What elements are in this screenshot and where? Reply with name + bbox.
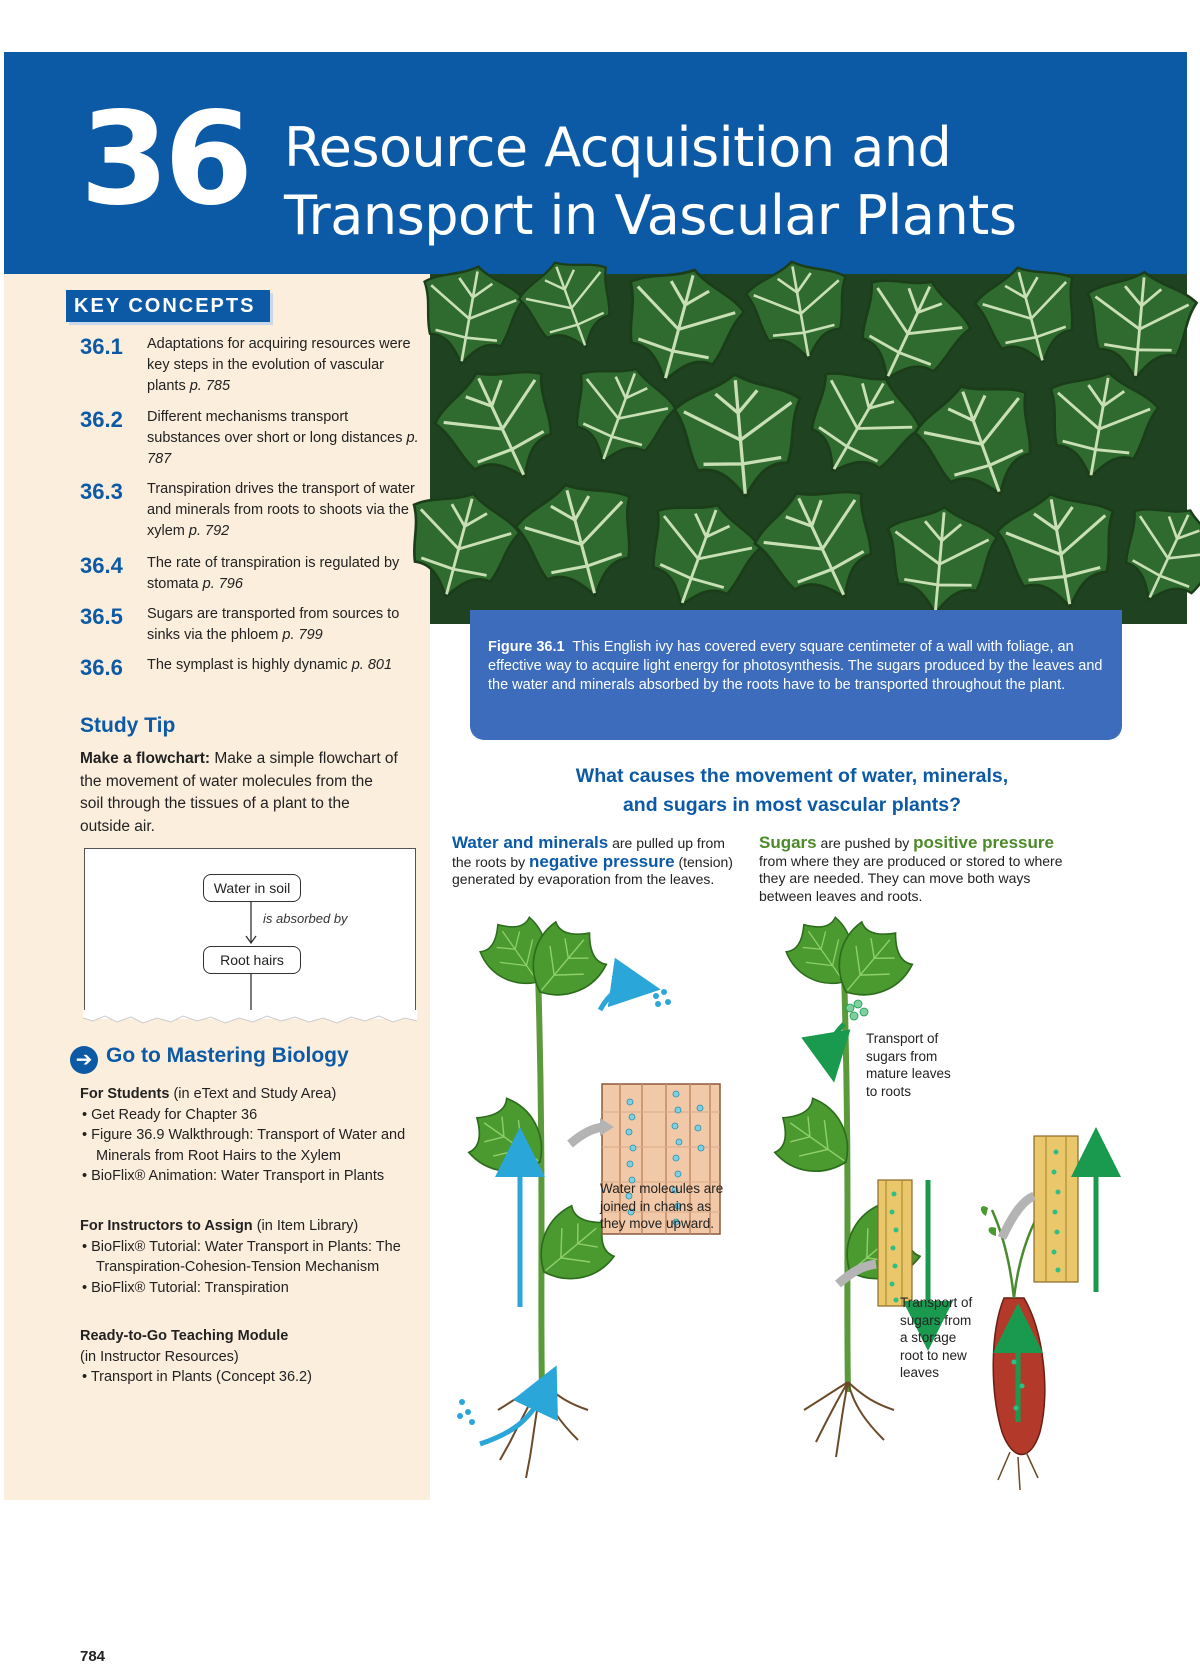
positive-pressure-term: positive pressure: [913, 833, 1054, 852]
torn-paper-edge: [83, 1010, 417, 1032]
key-concepts-sidebar: [4, 274, 430, 1665]
caption-text: This English ivy has covered every square centimeter of a wall with foliage, an effective way to acquire light energy for photosynthesis. The sugars produced by the leaves and the water and minerals absorbed by the roots have to be transported throughout the plant.: [488, 639, 1103, 693]
concept-text: The symplast is highly dynamic p. 801: [147, 657, 393, 673]
concept-number: 36.4: [80, 553, 123, 578]
concept-item[interactable]: [80, 655, 425, 703]
water-minerals-heading: Water and minerals: [452, 833, 609, 852]
chapter-number: 36: [80, 85, 249, 234]
concept-page: p. 796: [202, 576, 243, 592]
flowchart-box-root-hairs: Root hairs: [203, 946, 301, 974]
textbook-page: [4, 52, 1187, 1665]
instructors-heading: For Instructors to Assign: [80, 1218, 253, 1234]
negative-pressure-term: negative pressure: [529, 851, 675, 871]
concept-number: 36.1: [80, 334, 123, 359]
concept-text: Different mechanisms transport substances over short or long distances p. 787: [147, 409, 419, 467]
concept-item[interactable]: [80, 479, 425, 549]
list-item[interactable]: • BioFlix® Tutorial: Transpiration: [82, 1279, 289, 1296]
page-number: 784: [80, 1648, 106, 1665]
flowchart-arrow-label: is absorbed by: [263, 911, 348, 926]
concept-text: Sugars are transported from sources to sinks via the phloem p. 799: [147, 606, 400, 643]
chapter-title: [284, 114, 1016, 250]
list-item[interactable]: • Get Ready for Chapter 36: [82, 1106, 258, 1123]
flowchart-frame: [84, 848, 416, 1019]
concept-number: 36.5: [80, 604, 123, 629]
concept-number: 36.6: [80, 655, 123, 680]
list-item[interactable]: • BioFlix® Tutorial: Water Transport in Plants: The Transpiration-Cohesion-Tension Mechanism: [82, 1238, 401, 1275]
figure-caption: [470, 610, 1122, 740]
instructors-resources: For Instructors to Assign (in Item Library) • BioFlix® Tutorial: Water Transport in Plants: The Transpiration-Cohesion-Tension Mechanism • BioFlix® Tutorial: Transpiration: [80, 1216, 425, 1298]
study-tip-body: Make a flowchart: Make a simple flowchart of the movement of water molecules from the soil through the tissues of a plant to the outside air.: [80, 750, 398, 835]
list-item[interactable]: • BioFlix® Animation: Water Transport in Plants: [82, 1168, 385, 1184]
concept-number: 36.3: [80, 479, 123, 504]
study-tip-title: Study Tip: [80, 714, 176, 737]
water-minerals-text: Water and minerals are pulled up from the roots by negative pressure (tension) generated by evaporation from the leaves.: [452, 833, 733, 887]
sugar-down-note: Transport of sugars from mature leaves to roots: [866, 1031, 951, 1099]
concept-page: p. 785: [189, 378, 231, 394]
concept-item[interactable]: [80, 407, 425, 477]
concept-text: The rate of transpiration is regulated by stomata p. 796: [147, 555, 400, 592]
module-heading: Ready-to-Go Teaching Module: [80, 1328, 289, 1344]
concept-item[interactable]: [80, 553, 425, 601]
concept-page: p. 801: [351, 657, 393, 673]
study-tip-lead: Make a flowchart:: [80, 750, 211, 767]
arrow-right-circle-icon[interactable]: ➔: [70, 1046, 98, 1074]
sugar-up-note: Transport of sugars from a storage root to new leaves: [900, 1295, 973, 1380]
concept-page: p. 792: [188, 523, 230, 539]
teaching-module: Ready-to-Go Teaching Module (in Instructor Resources) • Transport in Plants (Concept 36.2): [80, 1326, 425, 1388]
flowchart-connectors: [85, 849, 415, 1019]
key-concepts-badge: KEY CONCEPTS: [66, 290, 270, 322]
students-heading: For Students: [80, 1086, 170, 1102]
list-item[interactable]: • Transport in Plants (Concept 36.2): [82, 1369, 312, 1385]
students-resources: For Students (in eText and Study Area) • Get Ready for Chapter 36 • Figure 36.9 Walkthrough: Transport of Water and Minerals from Root Hairs to the Xylem • BioFlix® Animation: Water Transport in Plants: [80, 1084, 425, 1187]
plant-transport-diagram: [430, 912, 1187, 1500]
phloem-inset-up: [1002, 1136, 1096, 1292]
english-ivy-photo: [430, 274, 1187, 624]
concept-page: p. 787: [147, 430, 419, 467]
concept-item[interactable]: [80, 604, 425, 652]
chapter-header: [4, 52, 1187, 274]
sugars-text: Sugars are pushed by positive pressure from where they are produced or stored to where they are needed. They can move both ways between leaves and roots.: [759, 833, 1063, 904]
chapter-title-line1: Resource Acquisition and: [284, 116, 952, 179]
concept-page: p. 799: [282, 627, 323, 643]
chapter-title-line2: Transport in Vascular Plants: [284, 184, 1017, 247]
concept-item[interactable]: [80, 334, 425, 404]
mastering-biology-link[interactable]: Go to Mastering Biology: [106, 1044, 349, 1067]
sugars-heading: Sugars: [759, 833, 817, 852]
water-chain-note: Water molecules are joined in chains as they move upward.: [600, 1181, 724, 1231]
caption-label: Figure 36.1: [488, 639, 565, 655]
figure-question: What causes the movement of water, minerals, and sugars in most vascular plants?: [575, 765, 1009, 816]
list-item[interactable]: • Figure 36.9 Walkthrough: Transport of Water and Minerals from Root Hairs to the Xylem: [82, 1127, 406, 1164]
concept-number: 36.2: [80, 407, 123, 432]
flowchart-box-water-in-soil: Water in soil: [203, 874, 301, 902]
concept-text: Adaptations for acquiring resources were key steps in the evolution of vascular plants p. 785: [147, 336, 411, 394]
concept-text: Transpiration drives the transport of water and minerals from roots to shoots via the xylem p. 792: [147, 481, 415, 539]
